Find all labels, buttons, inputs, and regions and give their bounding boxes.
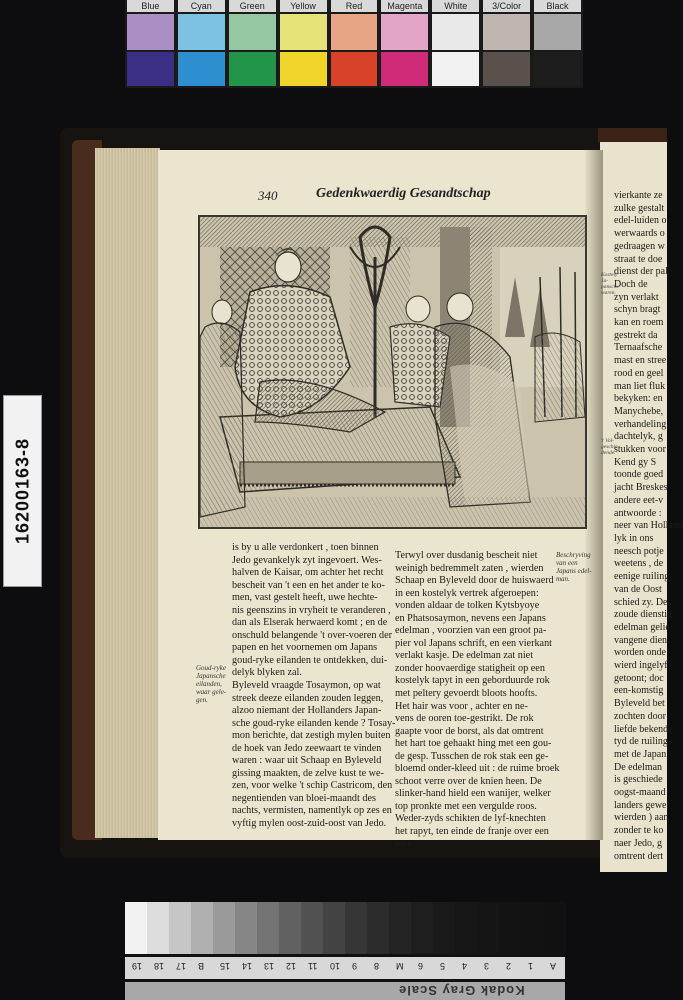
gray-step — [147, 902, 170, 954]
right-page-line: schied zy. De — [614, 596, 668, 608]
text-line: in een kostelyk vertrek afgeroepen: — [395, 587, 539, 599]
right-page-text — [614, 190, 683, 863]
gray-step — [279, 902, 302, 954]
text-line: onschuld belangende 't over-voeren der — [232, 629, 393, 641]
text-line: pier vol Japans schrift, en een vierkant — [395, 637, 553, 649]
color-patch-bottom — [381, 52, 428, 86]
right-page-line: weetens , de — [614, 558, 664, 570]
right-page-line: verhandeling — [614, 418, 667, 430]
text-line: men, vast gestelt heeft, uwe hechte- — [232, 592, 378, 604]
right-page-line: Kend gy S — [614, 456, 657, 468]
color-patch-top — [381, 14, 428, 50]
right-page-line: tyd de ruiling — [614, 736, 668, 748]
right-page-line: worden onde — [614, 647, 666, 659]
color-patch-top — [534, 14, 581, 50]
color-patch-top — [432, 14, 479, 50]
gray-step — [389, 902, 412, 954]
text-line: Terwyl over dusdanig bescheit niet — [395, 550, 538, 561]
text-line: schoot verre over de knien heen. De — [395, 775, 542, 787]
right-page-line: rood en geel — [614, 367, 664, 379]
color-patch-top — [331, 14, 378, 50]
text-line: de gesp. Tusschen de rok stak een ge- — [395, 750, 549, 762]
right-page-line: landers gewe — [614, 799, 667, 811]
gray-step — [125, 902, 148, 954]
gray-step — [323, 902, 346, 954]
text-line: en Phatsosaymon, nevens een Japans — [395, 612, 546, 624]
right-page-line: omtrent dert — [614, 850, 664, 862]
ruler-mark: 11 — [308, 961, 318, 971]
text-line: edelman , voorzien van een groot pa- — [395, 625, 547, 637]
right-page-line: getoont; doc — [614, 672, 664, 684]
text-line: vier- — [395, 838, 415, 850]
right-page-line: zulke gestalt — [614, 202, 665, 214]
gray-step — [345, 902, 368, 954]
right-page-line: Doch de — [614, 278, 648, 290]
gray-step — [521, 902, 544, 954]
gray-scale-brand — [125, 982, 565, 1000]
right-page-line: met de Japan — [614, 748, 667, 760]
color-patch-label: Magenta — [381, 0, 428, 12]
right-page-line: Manychebe, — [614, 405, 664, 417]
color-calibration-target — [125, 0, 583, 88]
text-line: waren : waar uit Schaap en Byleveld — [232, 755, 382, 767]
right-page-line: liefde bekende — [614, 723, 673, 735]
text-line: bloemd onder-kleed uit : de ruime broek — [395, 763, 560, 775]
right-page-line: Ternaafsche — [614, 342, 663, 354]
ruler-mark: 1 — [528, 961, 534, 971]
color-patch-top — [178, 14, 225, 50]
right-page-line: zonder te ko — [614, 825, 664, 837]
gray-step — [213, 902, 236, 954]
text-line: Byleveld vraagde Tosaymon, op wat — [232, 680, 381, 692]
right-page-line: zochten door — [614, 710, 666, 722]
text-line: slinker-hand hield een wanijer, welker — [395, 788, 551, 800]
text-column-left — [232, 542, 396, 831]
gray-scale-brand-text: Kodak Gray Scale — [398, 983, 525, 998]
right-page-line: is geschiede — [614, 774, 663, 786]
text-line: papen en het voornemen om Japans — [232, 642, 378, 654]
gray-step — [257, 902, 280, 954]
right-page-line: kan en roem — [614, 317, 664, 329]
text-line: vens de ooren toe-gestrikt. De rok — [395, 713, 534, 725]
engraving-illustration — [198, 215, 587, 529]
right-page-line: edelman gelie — [614, 621, 670, 633]
right-page-line: gestrekt da — [614, 329, 658, 341]
text-line: Schaap en Byleveld door de huiswaerd — [395, 575, 554, 587]
page-number: 340 — [258, 188, 278, 203]
text-line: met peltery gevoerdt bloots hoofts. — [395, 688, 538, 700]
right-page-line: zyn verlakt — [614, 291, 659, 303]
text-line: Weder-zyds schikten de lyf-knechten — [395, 813, 546, 825]
color-patch-label: Green — [229, 0, 276, 12]
ruler-mark: A — [550, 961, 557, 971]
text-line: gaapte voor de borst, als dat omtrent — [395, 725, 544, 737]
right-page-line: mast en stree — [614, 355, 667, 367]
text-line: nis geenszins in vryheit te veranderen , — [232, 604, 391, 616]
right-page-line: neer van Holland — [614, 520, 683, 532]
color-patch-label: Blue — [127, 0, 174, 12]
ruler-mark: 3 — [484, 961, 490, 971]
right-page-line: stukken voor — [614, 444, 666, 456]
ruler-mark: 2 — [506, 961, 512, 971]
ruler-mark: 9 — [352, 961, 358, 971]
text-line: goud-ryke eilanden te ontdekken, dui- — [232, 654, 388, 666]
text-line: sche goud-ryke eilanden kende ? Tosay- — [232, 717, 396, 729]
gray-step — [455, 902, 478, 954]
color-patch-top — [280, 14, 327, 50]
color-patch-bottom — [280, 52, 327, 86]
ruler-mark: 18 — [154, 961, 165, 971]
text-line: weinigh bedremmelt zaten , wierden — [395, 562, 544, 574]
ruler-mark: B — [198, 961, 205, 971]
right-page-line: andere eet-v — [614, 494, 664, 506]
color-patch-bottom — [229, 52, 276, 86]
right-page-line: werwaards o — [614, 228, 665, 240]
ruler-mark: 4 — [462, 961, 468, 971]
right-page-line: gedraagen w — [614, 240, 665, 252]
right-page-line: een-komstig — [614, 685, 664, 697]
text-line: Het hair was voor , achter en ne- — [395, 700, 528, 712]
gray-step — [433, 902, 456, 954]
color-patch-label: Red — [331, 0, 378, 12]
right-page-margin-note: 't Vol- geschie- dende. — [601, 438, 620, 456]
color-patch-label: Black — [534, 0, 581, 12]
text-line: kostelyk tapyt in een geborduurde rok — [395, 675, 550, 687]
ruler-mark: 8 — [374, 961, 380, 971]
text-line: is by u alle verdonkert , toen binnen — [232, 542, 379, 553]
gray-step — [301, 902, 324, 954]
page-gutter — [585, 150, 603, 840]
right-page-line: van de Oost — [614, 583, 662, 595]
ruler-mark: 12 — [286, 961, 297, 971]
right-page-line: dienst der pal — [614, 266, 668, 278]
right-page-line: oogst-maand — [614, 787, 666, 799]
ruler-mark: 15 — [220, 961, 231, 971]
right-page-margin-note: Kostely Ja- pansche waren. — [601, 272, 620, 296]
gray-step — [191, 902, 214, 954]
book-cover-right — [598, 128, 667, 142]
color-patch-bottom — [432, 52, 479, 86]
ruler-mark: 19 — [132, 961, 143, 971]
right-page-line: wierd ingelyf — [614, 660, 668, 672]
ruler-mark: 5 — [440, 961, 446, 971]
text-line: alzoo niemant der Hollanders Japan- — [232, 705, 382, 717]
gray-scale-ruler — [125, 957, 565, 979]
text-column-right — [395, 550, 560, 851]
color-patch-bottom — [331, 52, 378, 86]
gray-scale-target — [125, 902, 565, 1000]
text-line: nachts, vermisten, namentlyk op zes en — [232, 805, 392, 817]
text-line: mon berichte, dat zestigh mylen buiten — [232, 730, 391, 742]
right-page-line: schyn bragt — [614, 304, 661, 316]
color-patch-label: White — [432, 0, 479, 12]
color-patch-top — [229, 14, 276, 50]
right-page-line: De edelman — [614, 761, 663, 773]
right-page-line: eenige ruiling — [614, 571, 670, 583]
gray-step — [169, 902, 192, 954]
text-line: delyk blyken zal. — [232, 667, 302, 679]
ruler-mark: 13 — [264, 961, 275, 971]
gray-step — [477, 902, 500, 954]
color-patch-top — [483, 14, 530, 50]
text-line: gissing maakten, de zelve kust te we- — [232, 767, 384, 779]
right-page-line: antwoorde : — [614, 507, 662, 519]
ruler-mark: 10 — [330, 961, 341, 971]
running-head: Gedenkwaerdig Gesandtschap — [316, 186, 491, 201]
text-line: dan als Elserak herwaerd komt ; en de — [232, 617, 388, 629]
color-patch-top — [127, 14, 174, 50]
margin-note-left: Goud-ryke Japansche eilanden, waar gele-gen. — [196, 664, 227, 704]
right-page-line: straat te doe — [614, 253, 663, 265]
right-page-line: naer Jedo, g — [614, 837, 663, 849]
text-line: Jedo gevankelyk zyt ingevoert. Wes- — [232, 554, 382, 566]
right-page-line: bekyken: en — [614, 393, 663, 405]
right-page-line: jacht Breskes — [614, 482, 668, 494]
ruler-mark: 6 — [418, 961, 424, 971]
ruler-mark: 14 — [242, 961, 253, 971]
text-line: halven de Kaisar, om achter het recht — [232, 567, 384, 579]
gray-step — [235, 902, 258, 954]
right-page-line: Byleveld bet — [614, 698, 665, 710]
ruler-mark: 17 — [176, 961, 187, 971]
gray-step — [367, 902, 390, 954]
text-line: bescheit van 't een en het ander te ko- — [232, 579, 385, 591]
text-line: vonden aldaar de tolken Kytsbyoye — [395, 600, 540, 612]
color-patch-bottom — [178, 52, 225, 86]
margin-note-right: Beschryving van een Japans edel-man. — [556, 551, 592, 583]
right-page-line: edel-luiden o — [614, 215, 667, 227]
color-patch-bottom — [127, 52, 174, 86]
right-page-line: vierkante ze — [614, 190, 663, 201]
gray-step — [411, 902, 434, 954]
text-line: het rapyt, ten einde de franje over een — [395, 826, 549, 838]
right-page-line: toonde goed — [614, 469, 664, 481]
color-patch-bottom — [483, 52, 530, 86]
right-page-line: zoude dienstig — [614, 609, 673, 621]
page-edges — [95, 148, 160, 838]
text-line: top pronkte met een vergulde roos. — [395, 800, 537, 812]
ruler-mark: M — [396, 961, 404, 971]
color-patch-label: Yellow — [280, 0, 327, 12]
text-line: de hoek van Jedo zeewaart te vinden — [232, 742, 382, 754]
color-patch-label: Cyan — [178, 0, 225, 12]
color-patch-bottom — [534, 52, 581, 86]
gray-step — [499, 902, 522, 954]
barcode-label-text: 16200163-8 — [12, 437, 32, 545]
text-line: negentienden van bloei-maandt des — [232, 792, 376, 804]
right-page-line: wierden ) aan — [614, 812, 669, 824]
text-line: het hart toe gehaakt hing met een gou- — [395, 738, 552, 750]
right-page-line: dachtelyk, g — [614, 431, 663, 443]
text-line: zen, voor welke 't schip Castricom, den — [232, 780, 393, 792]
barcode-label — [3, 395, 42, 587]
text-line: vyftig mylen oost-zuid-oost van Jedo. — [232, 818, 387, 830]
right-page-line: lyk in ons — [614, 532, 654, 544]
text-line: zonder hoovaerdige statigheit op een — [395, 662, 545, 674]
text-line: streek deeze eilanden zouden leggen, — [232, 692, 384, 704]
right-page-line: vangene dien — [614, 634, 668, 646]
right-page-line: neesch potje — [614, 545, 664, 557]
text-line: verlakt kasje. De edelman zat niet — [395, 650, 534, 662]
right-page-line: man liet fluk — [614, 380, 666, 392]
color-patch-label: 3/Color — [483, 0, 530, 12]
gray-step — [543, 902, 566, 954]
